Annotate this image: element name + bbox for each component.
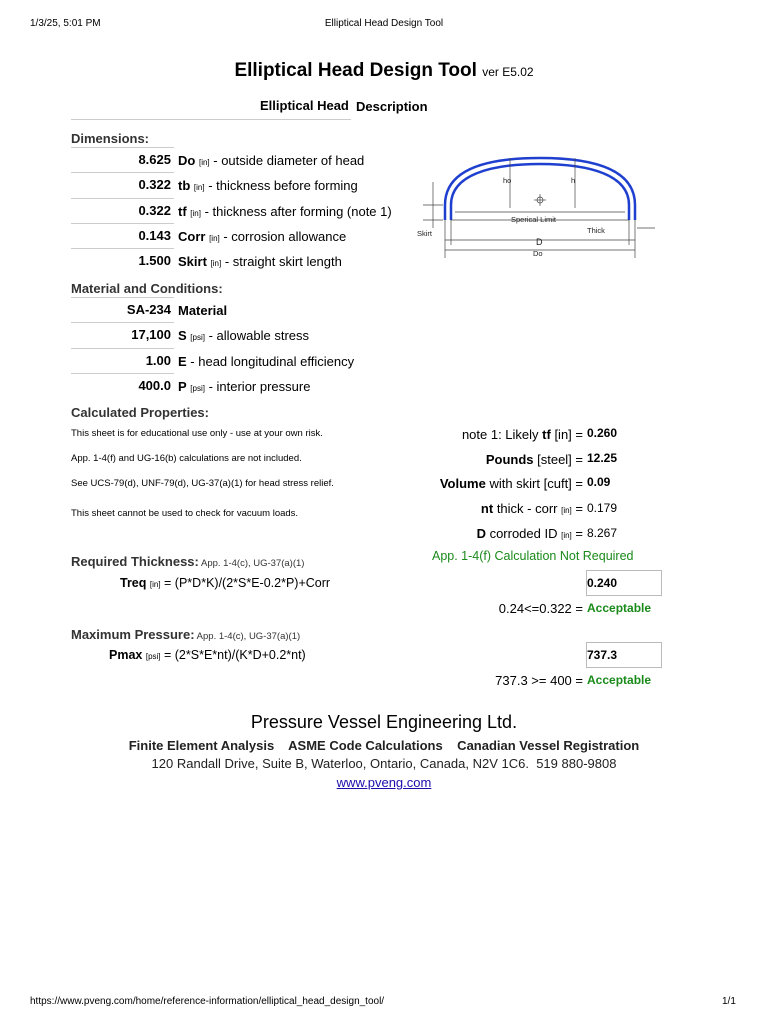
material-value[interactable]: 400.0	[138, 377, 171, 393]
calc-note-2: App. 1-4(f) and UG-16(b) calculations are not included.	[71, 453, 302, 464]
treq-value: 0.240	[587, 576, 618, 590]
dimensions-description: Skirt [in] - straight skirt length	[178, 254, 342, 270]
d-corroded-value: 8.267	[587, 526, 618, 540]
dimensions-description: tb [in] - thickness before forming	[178, 178, 358, 194]
pounds-value: 12.25	[587, 451, 618, 465]
diagram-label-spherical: Sperical Limit	[511, 215, 557, 224]
print-page: 1/1	[722, 996, 736, 1007]
dimensions-description: Corr [in] - corrosion allowance	[178, 228, 347, 244]
treq-formula: Treq [in] = (P*D*K)/(2*S*E-0.2*P)+Corr	[120, 576, 331, 590]
dimensions-value[interactable]: 8.625	[138, 152, 171, 167]
print-date: 1/3/25, 5:01 PM	[30, 18, 101, 29]
material-heading: Material and Conditions:	[71, 281, 223, 296]
diagram-label-skirt: Skirt	[417, 229, 432, 238]
material-description: S [psi] - allowable stress	[178, 328, 310, 344]
calc-note-1: This sheet is for educational use only - use at your own risk.	[71, 428, 323, 439]
dimensions-description: Do [in] - outside diameter of head	[178, 153, 365, 168]
row-divider	[71, 373, 174, 374]
row-divider	[71, 322, 174, 323]
likely-tf-value: 0.260	[587, 426, 618, 440]
pmax-check: 737.3 >= 400 =	[495, 673, 583, 688]
diagram-label-do: Do	[533, 249, 543, 258]
row-divider	[71, 248, 174, 249]
dimensions-value[interactable]: 0.143	[138, 227, 171, 243]
d-corroded-label: D corroded ID [in] =	[476, 526, 583, 541]
pmax-formula: Pmax [psi] = (2*S*E*nt)/(K*D+0.2*nt)	[109, 648, 306, 662]
row-divider	[71, 223, 174, 224]
print-url: https://www.pveng.com/home/reference-information/elliptical_head_design_tool/	[30, 996, 385, 1007]
diagram-label-d: D	[536, 237, 543, 247]
diagram-label-h: h	[571, 176, 576, 185]
pmax-value: 737.3	[587, 648, 618, 662]
app-note: App. 1-4(f) Calculation Not Required	[432, 549, 634, 563]
treq-check: 0.24<=0.322 =	[498, 601, 583, 616]
dimensions-value[interactable]: 0.322	[138, 177, 171, 193]
diagram-label-thick: Thick	[587, 226, 605, 235]
pmax-status: Acceptable	[587, 673, 652, 687]
material-description: E - head longitudinal efficiency	[178, 353, 355, 369]
calc-note-4: This sheet cannot be used to check for vacuum loads.	[71, 508, 299, 519]
likely-tf-label: note 1: Likely tf [in] =	[461, 427, 583, 442]
print-title: Elliptical Head Design Tool	[324, 18, 444, 29]
page-title	[0, 60, 768, 82]
required-heading: Required Thickness: App. 1-4(c), UG-37(a)(1)	[71, 554, 305, 569]
row-divider	[71, 348, 174, 349]
dimensions-description: tf [in] - thickness after forming (note 1)	[178, 203, 392, 219]
volume-label: Volume with skirt [cuft] =	[439, 476, 583, 491]
company-services: Finite Element Analysis ASME Code Calculations Canadian Vessel Registration	[128, 738, 640, 753]
row-divider	[71, 297, 174, 298]
material-value[interactable]: SA-234	[126, 302, 171, 317]
pounds-label: Pounds [steel] =	[485, 452, 583, 467]
company-address: 120 Randall Drive, Suite B, Waterloo, Ontario, Canada, N2V 1C6. 519 880-9808	[151, 756, 617, 771]
subtitle-left: Elliptical Head	[260, 98, 349, 113]
company-name: Pressure Vessel Engineering Ltd.	[250, 712, 518, 732]
company-link[interactable]: www.pveng.com	[336, 775, 432, 790]
nt-label: nt thick - corr [in] =	[480, 501, 583, 516]
title-divider	[71, 119, 351, 120]
treq-status: Acceptable	[587, 601, 652, 615]
volume-value: 0.09	[587, 475, 611, 489]
material-value[interactable]: 1.00	[145, 352, 171, 368]
elliptical-head-diagram	[415, 150, 665, 265]
title-main: Elliptical Head Design Tool	[234, 60, 477, 81]
row-divider	[71, 198, 174, 199]
row-divider	[71, 172, 174, 173]
row-divider	[71, 147, 174, 148]
calculated-heading: Calculated Properties:	[71, 405, 209, 420]
maximum-heading: Maximum Pressure: App. 1-4(c), UG-37(a)(1)	[71, 627, 301, 642]
title-version: ver E5.02	[482, 65, 534, 79]
diagram-label-ho: ho	[503, 176, 512, 185]
dimensions-value[interactable]: 0.322	[138, 202, 171, 218]
material-description: P [psi] - interior pressure	[178, 378, 311, 394]
dimensions-heading: Dimensions:	[71, 131, 150, 146]
subtitle-right: Description	[356, 99, 428, 114]
dimensions-value[interactable]: 1.500	[138, 253, 171, 269]
material-description: Material	[178, 303, 228, 318]
calc-note-3: See UCS-79(d), UNF-79(d), UG-37(a)(1) for head stress relief.	[71, 478, 334, 489]
material-value[interactable]: 17,100	[131, 327, 171, 343]
nt-value: 0.179	[587, 501, 618, 515]
